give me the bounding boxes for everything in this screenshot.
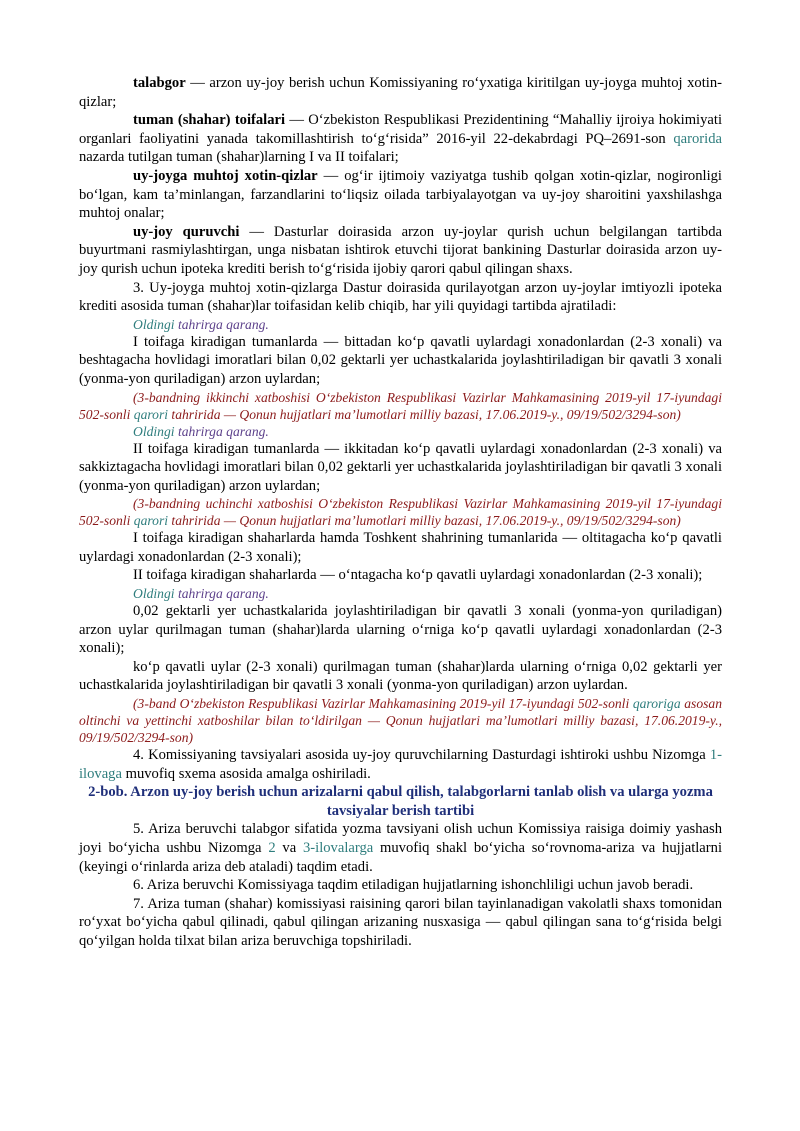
paragraph-3-item-6: ko‘p qavatli uylar (2-3 xonali) qurilmagan tuman (shahar)larda ularning o‘rniga 0,02 gektarli yer uchastkalarida joylashtiriladigan bir qavatli 3 xonali (yonma-yon quriladigan) arzon uylardan. — [79, 658, 722, 694]
term: uy-joyga muhtoj xotin-qizlar — [133, 167, 318, 184]
qarori-link[interactable]: qarori — [133, 513, 169, 529]
definition-tuman-toifalari: tuman (shahar) toifalari — O‘zbekiston Respublikasi Prezidentining “Mahalliy ijroiya hokimiyati organlari faoliyatini yanada takomillashtirish to‘g‘risida” 2016-yil 22-dekabrdagi PQ–2691-son qarorida nazarda tutilgan tuman (shahar)larning I va II toifalari; — [79, 112, 722, 166]
ilova-1-link[interactable]: 1-ilovaga — [79, 747, 722, 782]
chapter-2-heading: 2-bob. Arzon uy-joy berish uchun arizalarni qabul qilish, talabgorlarni tanlab olish va ularga yozma tavsiyalar berish tartibi — [88, 784, 713, 819]
paragraph-3: 3. Uy-joyga muhtoj xotin-qizlarga Dastur doirasida qurilayotgan arzon uy-joylar imtiyozli ipoteka krediti asosida tuman (shahar)lar toifasidan kelib chiqib, har yili quyidagi tartibda ajratiladi: — [79, 279, 722, 315]
previous-edition-note: Oldingi tahrirga qarang. — [133, 586, 269, 602]
paragraph-3-item-4: II toifaga kiradigan shaharlarda — o‘ntagacha ko‘p qavatli uylardagi xonadonlardan (2-3 xonali); — [133, 567, 703, 584]
definition-xotin-qizlar: uy-joyga muhtoj xotin-qizlar — og‘ir ijtimoiy vaziyatga tushib qolgan xotin-qizlar, nogironligi bo‘lgan, kam ta’minlangan, farzandlarini to‘liqsiz oilada tarbiyalayotgan va uy-joy sharoitini yaxshilashga muhtoj onalar; — [79, 167, 722, 222]
definition-talabgor: talabgor — arzon uy-joy berish uchun Komissiyaning ro‘yxatiga kiritilgan uy-joyga muhtoj xotin-qizlar; — [79, 75, 722, 110]
previous-edition-note: Oldingi tahrirga qarang. — [133, 316, 269, 332]
paragraph-3-item-3: I toifaga kiradigan shaharlarda hamda Toshkent shahrining tumanlarida — oltitagacha ko‘p qavatli uylardagi xonadonlardan (2-3 xonali); — [79, 530, 722, 565]
qarori-link[interactable]: qarori — [133, 406, 169, 422]
document-page — [79, 74, 722, 951]
previous-edition-link[interactable]: Oldingi — [133, 316, 175, 332]
term: talabgor — [133, 75, 186, 91]
amendment-reference-1: (3-bandning ikkinchi xatboshisi O‘zbekiston Respublikasi Vazirlar Mahkamasining 2019-yil 17-iyundagi 502-sonli qarori tahririda — Qonun hujjatlari ma’lumotlari milliy bazasi, 17.06.2019-y., 09/19/502/3294-son) — [79, 389, 722, 422]
paragraph-4: 4. Komissiyaning tavsiyalari asosida uy-joy quruvchilarning Dasturdagi ishtiroki ushbu Nizomga 1-ilovaga muvofiq sxema asosida amalga oshiriladi. — [79, 747, 722, 782]
previous-edition-link[interactable]: Oldingi — [133, 423, 175, 439]
paragraph-3-item-2: II toifaga kiradigan tumanlarda — ikkitadan ko‘p qavatli uylardagi xonadonlardan (2-3 xonali) va sakkiztagacha hovlidagi imoratlari bilan 0,02 gektarli yer uchastkalarida joylashtiriladigan bir qavatli 3 xonali (yonma-yon quriladigan) arzon uylardan; — [79, 440, 722, 494]
ilova-3-link[interactable]: 3-ilovalarga — [302, 840, 374, 856]
amendment-reference-3: (3-band O‘zbekiston Respublikasi Vazirlar Mahkamasining 2019-yil 17-iyundagi 502-sonli qaroriga asosan oltinchi va yettinchi xatboshilar bilan to‘ldirilgan — Qonun hujjatlari ma’lumotlari milliy bazasi, 17.06.2019-y., 09/19/502/3294-son) — [79, 696, 722, 746]
term: uy-joy quruvchi — [133, 223, 240, 240]
amendment-reference-2: (3-bandning uchinchi xatboshisi O‘zbekiston Respublikasi Vazirlar Mahkamasining 2019-yil 17-iyundagi 502-sonli qarori tahririda — Qonun hujjatlari ma’lumotlari milliy bazasi, 17.06.2019-y., 09/19/502/3294-son) — [79, 496, 722, 529]
previous-edition-note: Oldingi tahrirga qarang. — [133, 423, 269, 439]
paragraph-3-item-1: I toifaga kiradigan tumanlarda — bittadan ko‘p qavatli uylardagi xonadonlardan (2-3 xonali) va beshtagacha hovlidagi imoratlari bilan 0,02 gektarli yer uchastkalarida joylashtiriladigan bir qavatli 3 xonali (yonma-yon quriladigan) arzon uylardan; — [79, 333, 722, 387]
paragraph-3-item-5: 0,02 gektarli yer uchastkalarida joylashtiriladigan bir qavatli 3 xonali (yonma-yon quriladigan) arzon uylar qurilmagan tuman (shahar)larda ularning o‘rniga ko‘p qavatli uylardagi xonadonlardan (2-3 xonali); — [79, 603, 722, 657]
paragraph-6: 6. Ariza beruvchi Komissiyaga taqdim etiladigan hujjatlarning ishonchliligi uchun javob beradi. — [133, 877, 694, 894]
paragraph-7: 7. Ariza tuman (shahar) komissiyasi raisining qarori bilan tayinlanadigan vakolatli shaxs tomonidan ro‘yxat bo‘yicha qabul qilinadi, qabul qilingan arizaning nusxasiga — qabul qilingan sana to‘g‘risida belgi qo‘yilgan holda tilxat bilan ariza beruvchiga topshiriladi. — [79, 895, 722, 949]
ilova-2-link[interactable]: 2 — [268, 840, 276, 856]
paragraph-5: 5. Ariza beruvchi talabgor sifatida yozma tavsiyani olish uchun Komissiya raisiga doimiy yashash joyi bo‘yicha ushbu Nizomga 2 va 3-ilovalarga muvofiq shakl bo‘yicha so‘rovnoma-ariza va hujjatlarni (keyingi o‘rinlarda ariza deb ataladi) taqdim etadi. — [79, 821, 722, 875]
term: tuman (shahar) toifalari — [133, 112, 286, 129]
definition-quruvchi: uy-joy quruvchi — Dasturlar doirasida arzon uy-joylar qurish uchun belgilangan tartibda buyurtmani rasmiylashtirgan, unga nisbatan ishtirok etuvchi tijorat bankining Dasturlar doirasida arzon uy-joy qurish uchun ipoteka krediti berish to‘g‘risida ijobiy qarori qabul qilingan shaxs. — [79, 223, 722, 277]
qarorida-link[interactable]: qarorida — [673, 130, 722, 147]
previous-edition-link[interactable]: Oldingi — [133, 586, 175, 602]
qaroriga-link[interactable]: qaroriga — [632, 696, 681, 712]
